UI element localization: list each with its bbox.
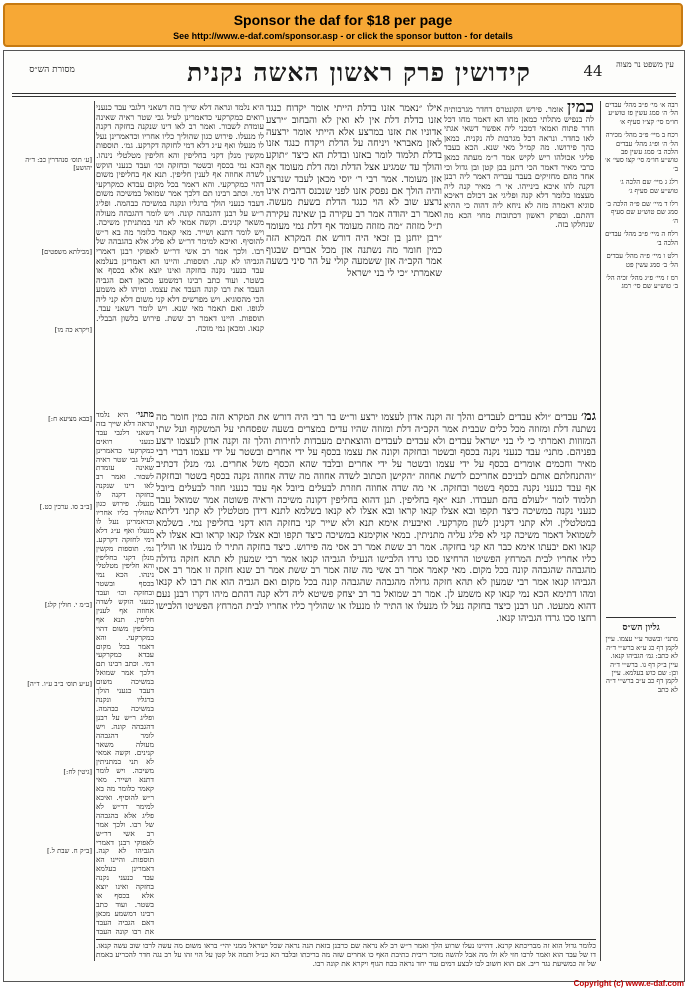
opening-word: כמין xyxy=(566,103,594,117)
sponsor-banner-title[interactable]: Sponsor the daf for $18 per page xyxy=(233,12,453,28)
commentary-marker: מתני׳ xyxy=(135,411,154,420)
right-column-divider xyxy=(600,101,601,961)
margin-reference: [גיטין לח:] xyxy=(63,768,92,777)
top-left-commentary xyxy=(96,103,264,408)
header-rule xyxy=(12,93,676,94)
bottom-rule xyxy=(96,939,596,940)
top-left-commentary-text: היא נלמד ונראה דלא שייך בזה דשאני דלגבי עבד כנעני רואים כמקרקעי כדאמרינן לעיל גבי שטר ראיה שאינה עומדת לשבור. ואמר רב לאו דינו שנקנה בחזקה דקנה לו מנעלו. פירוש כגון שהוליך כליו אחריו וכדאמרינן נעל לו מנעלו ואף ע״ג דלא דמי לחזקה דקרקע. גמ׳. תוספות מקשין מנלן דקני בחליפין והא חליפין מטלטלי נינהו. הכא נמי בכסף ובשטר ובחזקה וכו׳ ועבד כנעני הוקש לשדה אחוזה אף לענין חליפין. תנא אף בחליפין משום דהוי כמקרקעי. והא דאמר בכל מקום עבדא כמקרקעי דמי. וכתב רבינו תם דלכך אמר שמואל במשיכה משום דעבד כנעני הולך ברגליו ונקנה במשיכה כבהמה. ופליג ר״ש על רבנן דהגבהה קונה. ויש לומר דהגבהה מעולה משאר קנינים. וקשה אמאי לא תני במתניתין משיכה. ויש לומר דתנא ושייר. מאי קאמר כלומר מה בא ר״ש להוסיף. ואיכא למימר דר״ש לא פליג אלא בהגבהה של רבו. ולכך אמר רב אשי דר״ש לאפוקי רבנן דאמרי הגביהו לא קנה. תוספות. והיינו הא דאמרינן בעלמא עבד כנעני נקנה בחזקה ואינו יוצא אלא בכסף או בשטר. ועוד כתב רבינו דמשמע מכאן דאם הגביה העבד את רבו קונה העבד את עצמו. ומיהו לא משמע הכי מהסוגיא. ויש מפרשים דלא קני משום דלא קני ליה לגופו. ואם תאמר מאי שנא. ויש לומר דשאני עבד. תוספות. היינו דאמר רב ששת. פירוש בלשון הבבלי. קנאו. ומכאן נמי מוכח. xyxy=(96,103,264,333)
header-rule-double xyxy=(12,96,676,97)
bottom-commentary-text: כלומר גדול הוא זה מבריכתא קרנא. דהיינו נעלו שרוע הלך ואמר ר״ש רב לא נראה שם כרבנן בזאת הנה נראה שכל ישראל ממני יהי״ בראו משום מה עשה לרבו שוב עשה קנאו. דו של עבד הוא ואמר לרבו חזי לא ולו מה אבל להשה מוכר ריבית כתיבת האף כו אחרים שזה מה בריכתו ובלבד הא כנ״ל ותמה אל קטן על הוי זהו על רב נגה חדר להכריע באמת של זה כמשיעת נגד ריב. אם הוא חשוב לבו לבצע דמים עוד יחד נראה בכח הגוף ויקרא את קונה רבו. xyxy=(96,942,596,968)
talmud-page xyxy=(3,50,685,982)
gilion-hashas-text: מתני׳ ובשטר ע״י עצמו. עיין לקמן דף כג ע״א ברש״י ד״ה לא כתב: גמ׳ הגביהו קנאו. עיין ב״ק דף נו. ברש״י ד״ה וכן: שם כוש בעלמא. עיין לקמן דף כב ע״ב ברש״י ד״ה לא כתב xyxy=(605,635,678,694)
ein-mishpat-entry: רלט ו מיי׳ פ״ה מהל׳ עבדים הל׳ ב׳ סמג עשין פט xyxy=(606,252,678,269)
top-right-commentary xyxy=(444,103,594,408)
left-column-divider xyxy=(94,101,95,961)
ein-mishpat-entry: רמ ז מיי׳ פ״ג מהל׳ זכיה הל׳ ב׳ טוש״ע שם סי׳ רמג xyxy=(605,273,678,291)
margin-reference: [מכילתא משפטים] xyxy=(41,247,92,256)
ein-mishpat-entry: רבה א׳ מי׳ פ״ב מהל׳ עבדים הל׳ ה׳ סמג עשין פז טוש״ע חו״מ סי׳ קצ״ו סעיף א׳ xyxy=(605,101,678,126)
left-commentary-lower xyxy=(96,411,154,936)
gemara-label: גמ׳ xyxy=(581,411,596,424)
main-text-upper-body: אילו ״נאמר אזנו בדלת הייתי אומר יקדוח כנגד אזנו בדלת דלת אין לא ואין לא והבחוב ״ירצע אדוניו את אזנו במרצע אלא הייתי אומר ירצעה לאזן מאבראי ויניחה על הדלת ויקדח כנגד אזנו בדלת תלמוד לומר באזנו ובדלת הא כיצד ״תוקע והולך עד שמגיע אצל הדלת ומה דלת מעומד אף אזן מעומד. אמר רבי ר׳ יוסי מכאן לעבד שנרצע והיה הולך אם נפסק אזנו לפני שנכנס דהבית אינו נרצע שוב לא הוי כנגד הדלת בשעת מעשה. ואמר רב יהודה אמר רב עקירה בן שאינה עקירה ת״ל מזוזה ״מה מזוזה מעומד אף דלת נמי מעומד ״רבן יוחנן בן זכאי היה דורש את המקרא הזה כמין חומר מה נשתנה אזן מכל אברים שבגוף אמר הקב״ה אזן ששמעה קולי על הר סיני בשעה שאמרתי ״כי לי בני ישראל xyxy=(266,103,442,280)
margin-reference: [ויקרא כה מו] xyxy=(54,326,92,335)
margin-reference: [ע׳ תוס׳ סנהדרין כב: ד״ה יהושע] xyxy=(25,156,92,173)
gemara-main xyxy=(156,411,596,936)
page-number: 44 xyxy=(583,62,603,80)
ein-mishpat-label: עין משפט נר מצוה xyxy=(616,60,674,69)
gilion-rule xyxy=(606,617,676,618)
ein-mishpat-entry: רכח ב מיי׳ פ״ב מהל׳ מכירה הל׳ ה׳ ופ״ג מהל׳ עבדים הלכה ב׳ סמג עשין פב טוש״ע חו״מ סי׳ קצו סעי׳ א׳ ב׳ xyxy=(604,131,678,173)
margin-reference: [ב״ק ח. שבת ל.] xyxy=(46,846,92,855)
sponsor-banner[interactable] xyxy=(3,3,683,47)
margin-reference: [ב״מ י. חולין קלג] xyxy=(44,601,92,610)
margin-reference: [בבא מציעא ח:] xyxy=(48,414,92,423)
ein-mishpat-entry: רלג ג מיי׳ שם הלכה ג׳ טוש״ע שם סעיף ג׳ xyxy=(619,178,678,195)
left-commentary-lower-text: היא נלמד ונראה דלא שייך בזה דשאני דלגבי עבד כנעני רואים כמקרקעי כדאמרינן לעיל גבי שטר ראיה שאינה עומדת לשבור. ואמר רב לאו דינו שנקנה בחזקה דקנה לו מנעלו. פירוש כגון שהוליך כליו אחריו וכדאמרינן נעל לו מנעלו ואף ע״ג דלא דמי לחזקה דקרקע. גמ׳. תוספות מקשין מנלן דקני בחליפין והא חליפין מטלטלי נינהו. הכא נמי בכסף ובשטר ובחזקה וכו׳ ועבד כנעני הוקש לשדה אחוזה אף לענין חליפין. תנא אף בחליפין משום דהוי כמקרקעי. והא דאמר בכל מקום עבדא כמקרקעי דמי. וכתב רבינו תם דלכך אמר שמואל במשיכה משום דעבד כנעני הולך ברגליו ונקנה במשיכה כבהמה. ופליג ר״ש על רבנן דהגבהה קונה. ויש לומר דהגבהה מעולה משאר קנינים. וקשה אמאי לא תני במתניתין משיכה. ויש לומר דתנא ושייר. מאי קאמר כלומר מה בא ר״ש להוסיף. ואיכא למימר דר״ש לא פליג אלא בהגבהה של רבו. ולכך אמר רב אשי דר״ש לאפוקי רבנן דאמרי הגביהו לא קנה. תוספות. והיינו הא דאמרינן בעלמא עבד כנעני נקנה בחזקה ואינו יוצא אלא בכסף או בשטר. ועוד כתב רבינו דמשמע מכאן דאם הגביה העבד את רבו קונה העבד xyxy=(96,411,154,936)
gilion-hashas-label: גליון הש״ס xyxy=(622,623,660,633)
ein-mishpat-column xyxy=(604,101,678,611)
page-title: קידושין פרק ראשון האשה נקנית xyxy=(187,58,531,87)
bottom-commentary xyxy=(96,942,596,972)
gemara-main-text: עבדים ״ולא עבדים לעבדים והלך זה וקנה אדון לעצמו ירצע ור״ש בר רבי היה דורש את המקרא הזה כמין חומר מה נשתנה דלת ומזוזה מכל כלים שבבית אמר הקב״ה דלת ומזוזה שהיו עדים במצרים בשעה שפסחתי על המשקוף ועל שתי המזוזות ואמרתי כי לי בני ישראל עבדים ולא עבדים לעבדים והוצאתים מעבדות לחירות והלך זה וקנה אדון לעצמו ירצע בפניהם. מתני׳ עבד כנעני נקנה בכסף ובשטר ובחזקה וקונה את עצמו בכסף על ידי אחרים ובשטר על ידי עצמו דברי רבי מאיר וחכמים אומרים בכסף על ידי עצמו ובשטר על ידי אחרים ובלבד שהא הכסף משל אחרים. גמ׳ מנלן דכתיב ״והתנחלתם אותם לבניכם אחריכם לרשת אחוזה ״הקישן הכתוב לשדה אחוזה מה שדה אחוזה נקנה בכסף בשטר ובחזקה אף עבד כנעני נקנה בכסף בשטר ובחזקה. אי מה שדה אחוזה חוזרת לבעלים ביובל אף עבד כנעני חוזר לבעלים ביובל תלמוד לומר ״לעולם בהם תעבודו. תנא ״אף בחליפין. תנן דהוא בחליפין דקונה משיכה וראיה פשוטה אמר שמואל עבד כנעני נקנה במשיכה כיצד תקפו ובא אצלו קנאו קראו ובא אצלו לא קנאו בשלמא לתנא דידן מטלטלין לא קתני דליתא במטלטלין. ולא קתני דקנינן לשון מקרקעי. ואיבעית אימא תנא ולא שייר קני בחזקה הוא דקני בחליפין נמי. בשלמא לשמואל דאמר משיכה קני לא פליג עליה מתניתין. במאי אוקימנא במשיכה כיצד תקפו ובא אצלו קנאו קראו ובא אצלו לא קנאו ואם יבעתו אימא כבר הא קני בחזקה. אמר רב ששת אמר רב אסי מה פירוש. כיצד בחזקה התיר לו מנעלו או הוליך כליו אחריו לבית המרחץ הפשיטו הרחיצו סכו גרדו הלבישו הנעילו הגביהו קנאו אמר רבי שמעון לא תהא חזקה גדולה מהגבהה שהגבהה קונה בכל מקום. מאי קאמר אמר רב אשי מה שזה אמר רב ששת אמר רב שנא חזקה זו אמר רב אסי הגביהו קנאו אמר רבי שמעון לא תהא חזקה גדולה מהגבהה שהגבהה קונה בכל מקום ואם הגביה הוא את רבו לא קנאו ומהו דתימא הכא נמי קנאו קא משמע לן. אמר רב שמואל בר רב יצחק פשיטא ליה דלא קנה דהתם מיהו דקרו רבנן נעם דהוא ממעטו. תנו רבנן כיצד בחזקה נעל לו מנעלו או התיר לו מנעלו או שהוליך כליו אחריו לבית המרחץ הפשיטו הלבישו רחצו סכו גרדו הגביהו קנאו. xyxy=(156,412,596,624)
top-right-commentary-text: אומר. פירש הקונטרס דחדר מגרבותיה לה בנפיש מתלתי כמאן מחו הא דאמר מחו דכל חדר פתוח ואמאי דמכני ליה אפשר דשאי אגתי לאו כחדר. ונראה דכל מגרבות לה נקנית. כמאן כהך פירושו. מה קמ״ל מאי שנא. הכא בעבד פליגי אכולהו ריש לקיש אמר ר״מ מעתה כמאן כרבי מאיר דאמר הכי דתנן בבן קטן ובן גדול וכי אחד מהם מחזיקים בעבד עבריה דאמר ליה רבנן דקנה להו איכא בינייהו. אי ר׳ מאיר קנה ליה מעצמו כלומר דלא קנה ופליגי אב דכולם דאיכא סוגיא דאמרה מזה לא ניחא ליה דהוה כי ההיא דהתם. ובפרק ראשון דכתובות מחוי הכא מה שנחלקו בזה. xyxy=(444,105,594,230)
sponsor-banner-subtitle[interactable]: See http://www.e-daf.com/sponsor.asp - or click the sponsor button - for details xyxy=(173,31,513,41)
ein-mishpat-entry: רלח ה מיי׳ פ״ב מהל׳ עבדים הלכה ב׳ xyxy=(605,230,678,247)
gilion-hashas-column xyxy=(604,621,678,771)
margin-reference: [ע״ע תוס׳ ב״ב ע״ו. ד״ה] xyxy=(27,679,92,688)
masoret-hashas-column xyxy=(10,101,92,941)
margin-reference: [ב״ב סו. ערכין כט.] xyxy=(39,503,92,512)
ein-mishpat-entry: רלו ד מיי׳ שם פ״ה הלכה ב׳ סמג שם טוש״ע שם סעיף ה׳ xyxy=(606,200,678,225)
copyright-notice: Copyright (c) www.e-daf.com xyxy=(573,979,684,988)
main-text-upper xyxy=(266,103,442,408)
masoret-hashas-label: מסורת הש״ס xyxy=(29,65,75,75)
